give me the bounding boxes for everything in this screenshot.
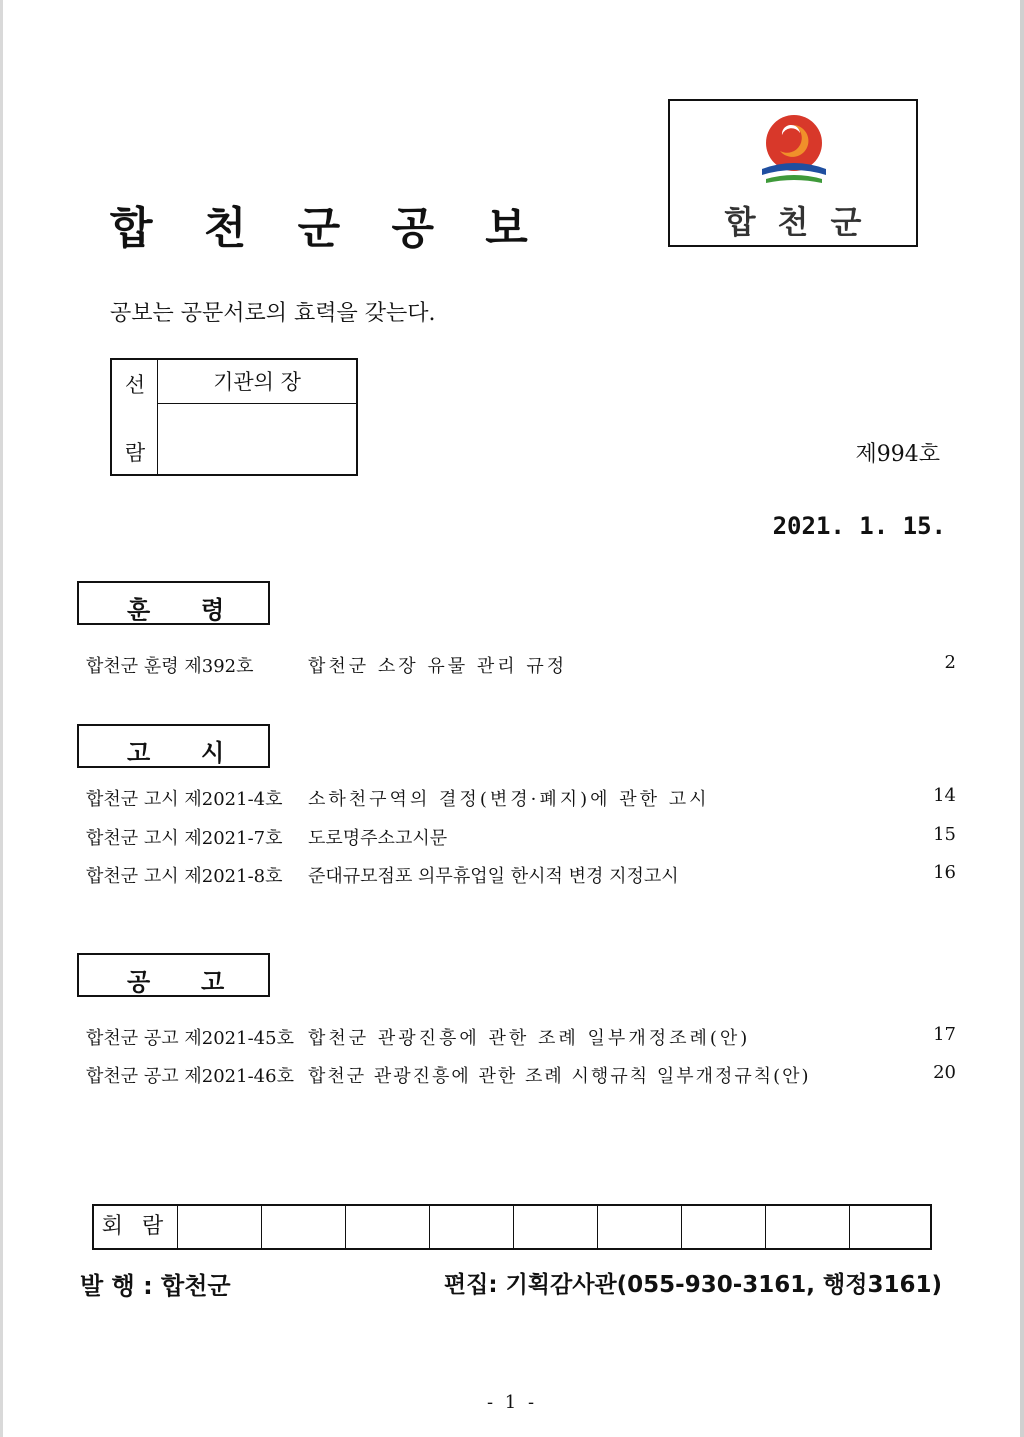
entry-subject: 소하천구역의 결정(변경·폐지)에 관한 고시 — [308, 789, 710, 810]
toc-entry[interactable] — [86, 1062, 956, 1090]
entry-page: 14 — [933, 785, 956, 806]
section-header-announcement — [77, 953, 270, 997]
toc-entry[interactable] — [86, 785, 956, 813]
logo-text: 합천군 — [724, 203, 884, 241]
circulation-cell — [430, 1206, 514, 1248]
section-title-char: 시 — [201, 739, 225, 767]
entry-page: 15 — [933, 824, 956, 845]
section-title-char: 공 — [127, 968, 151, 996]
publisher: 발 행 : 합천군 — [80, 1272, 231, 1300]
gazette-title: 합 천 군 공 보 — [110, 203, 546, 254]
toc-entry[interactable] — [86, 862, 956, 890]
section-header-notice — [77, 724, 270, 768]
page-number: - 1 - — [486, 1392, 538, 1413]
toc-entry[interactable] — [86, 652, 956, 680]
section-title-char: 령 — [201, 596, 225, 624]
section-title-char: 고 — [127, 739, 151, 767]
circulation-table — [92, 1204, 932, 1250]
section-header-directive — [77, 581, 270, 625]
issue-date: 2021. 1. 15. — [772, 512, 946, 540]
approval-box — [110, 358, 358, 476]
circulation-label: 회 람 — [94, 1206, 178, 1248]
circulation-cell — [262, 1206, 346, 1248]
entry-subject: 준대규모점포 의무휴업일 한시적 변경 지정고시 — [308, 866, 679, 887]
entry-ref: 합천군 고시 제2021-7호 — [86, 828, 283, 849]
approval-label-bottom: 람 — [124, 441, 146, 465]
section-title-char: 훈 — [127, 596, 151, 624]
entry-subject: 합천군 관광진흥에 관한 조례 일부개정조례(안) — [308, 1028, 751, 1049]
entry-ref: 합천군 고시 제2021-4호 — [86, 789, 283, 810]
entry-page: 16 — [933, 862, 956, 883]
entry-page: 2 — [944, 652, 956, 673]
circulation-cell — [682, 1206, 766, 1248]
section-title-char: 고 — [201, 968, 225, 996]
circulation-cell — [766, 1206, 850, 1248]
circulation-cell — [514, 1206, 598, 1248]
entry-ref: 합천군 공고 제2021-46호 — [86, 1066, 294, 1087]
page-edge-left — [0, 0, 3, 1437]
entry-ref: 합천군 훈령 제392호 — [86, 656, 254, 677]
editor-contact: 편집: 기획감사관(055-930-3161, 행정3161) — [443, 1272, 942, 1298]
entry-ref: 합천군 공고 제2021-45호 — [86, 1028, 294, 1049]
entry-page: 17 — [933, 1024, 956, 1045]
circulation-cell — [598, 1206, 682, 1248]
county-logo-box — [668, 99, 918, 247]
issue-number: 제994호 — [855, 442, 940, 467]
page-edge-right — [1020, 0, 1024, 1437]
entry-subject: 도로명주소고시문 — [308, 828, 448, 849]
toc-entry[interactable] — [86, 824, 956, 852]
entry-page: 20 — [933, 1062, 956, 1083]
approval-label-top: 선 — [124, 373, 146, 397]
toc-entry[interactable] — [86, 1024, 956, 1052]
approval-head-cell: 기관의 장 — [158, 360, 356, 404]
entry-ref: 합천군 고시 제2021-8호 — [86, 866, 283, 887]
county-emblem-icon — [752, 113, 836, 197]
circulation-cell — [178, 1206, 262, 1248]
gazette-subtitle: 공보는 공문서로의 효력을 갖는다. — [110, 301, 436, 326]
circulation-cell — [346, 1206, 430, 1248]
circulation-cell — [850, 1206, 930, 1248]
entry-subject: 합천군 소장 유물 관리 규정 — [308, 656, 568, 677]
entry-subject: 합천군 관광진흥에 관한 조례 시행규칙 일부개정규칙(안) — [308, 1066, 811, 1087]
